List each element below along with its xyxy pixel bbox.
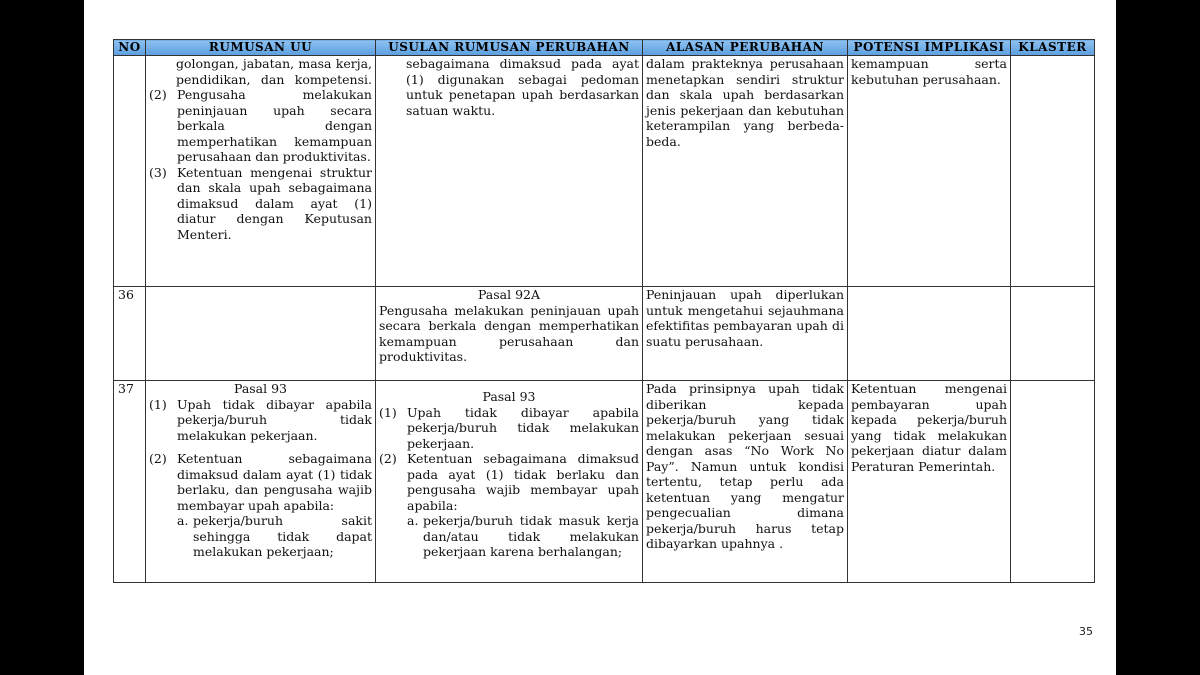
- klaster-cell: [1011, 287, 1095, 381]
- header-klaster: KLASTER: [1011, 40, 1095, 56]
- rumusan-item-1: (1) Upah tidak dibayar apabila pekerja/buruh tidak melakukan pekerjaan.: [149, 396, 372, 443]
- rumusan-item-a: a. pekerja/buruh sakit sehingga tidak dapat melakukan pekerjaan;: [177, 513, 372, 559]
- rumusan-cell: [146, 56, 376, 287]
- alasan-text: Pada prinsipnya upah tidak diberikan kepada pekerja/buruh yang tidak melakukan pekerjaan sesuai dengan asas “No Work No Pay”. Namun untuk kondisi tertentu, tetap perlu ada ketentuan yang mengatur pengecualian dimana pekerja/buruh harus tetap dibayarkan upahnya .: [646, 381, 844, 551]
- potensi-cell: [848, 381, 1011, 583]
- potensi-cell: [848, 56, 1011, 287]
- klaster-cell: [1011, 381, 1095, 583]
- table-row: [114, 287, 1095, 381]
- table-header-row: [114, 40, 1095, 56]
- header-rumusan-uu: RUMUSAN UU: [146, 40, 376, 56]
- potensi-text: kemampuan serta kebutuhan perusahaan.: [851, 56, 1007, 87]
- usulan-item-2: (2) Ketentuan sebagaimana dimaksud pada ayat (1) tidak berlaku dan pengusaha wajib membayar upah apabila:: [379, 451, 639, 513]
- usulan-item-1: (1) Upah tidak dibayar apabila pekerja/buruh tidak melakukan pekerjaan.: [379, 404, 639, 451]
- table-row: [114, 381, 1095, 583]
- usulan-cell: [376, 381, 643, 583]
- header-no: NO: [114, 40, 146, 56]
- rumusan-cell: [146, 287, 376, 381]
- usulan-pasal-title: Pasal 93: [482, 389, 536, 404]
- alasan-text: dalam prakteknya perusahaan menetapkan sendiri struktur dan skala upah berdasarkan jenis pekerjaan dan kebutuhan keterampilan yang berbeda-beda.: [646, 56, 844, 149]
- row-number: [114, 56, 146, 287]
- rumusan-pasal-title: Pasal 93: [233, 381, 288, 396]
- potensi-text: Ketentuan mengenai pembayaran upah kepada pekerja/buruh yang tidak melakukan pekerjaan diatur dalam Peraturan Pemerintah.: [851, 381, 1007, 474]
- alasan-cell: [643, 381, 848, 583]
- law-comparison-table: [113, 39, 1095, 583]
- klaster-cell: [1011, 56, 1095, 287]
- row-number: 36: [114, 287, 146, 381]
- page-number: 35: [1079, 625, 1093, 638]
- usulan-text: Pengusaha melakukan peninjauan upah secara berkala dengan memperhatikan kemampuan perusahaan dan produktivitas.: [379, 302, 639, 364]
- header-alasan-perubahan: ALASAN PERUBAHAN: [643, 40, 848, 56]
- header-usulan-rumusan: USULAN RUMUSAN PERUBAHAN: [376, 40, 643, 56]
- alasan-text: Peninjauan upah diperlukan untuk mengetahui sejauhmana efektifitas pembayaran upah di suatu perusahaan.: [646, 287, 844, 349]
- usulan-text: sebagaimana dimaksud pada ayat (1) digunakan sebagai pedoman untuk penetapan upah berdasarkan satuan waktu.: [406, 56, 639, 118]
- usulan-cell: [376, 56, 643, 287]
- rumusan-cell: [146, 381, 376, 583]
- rumusan-item-2: (2) Ketentuan sebagaimana dimaksud dalam ayat (1) tidak berlaku, dan pengusaha wajib membayar upah apabila:: [149, 451, 372, 513]
- document-page: [84, 0, 1116, 675]
- usulan-item-a: a. pekerja/buruh tidak masuk kerja dan/atau tidak melakukan pekerjaan karena berhalangan;: [407, 513, 639, 559]
- alasan-cell: [643, 56, 848, 287]
- rumusan-continuation: golongan, jabatan, masa kerja, pendidikan, dan kompetensi.: [176, 56, 372, 87]
- header-potensi-implikasi: POTENSI IMPLIKASI: [848, 40, 1011, 56]
- alasan-cell: [643, 287, 848, 381]
- usulan-cell: [376, 287, 643, 381]
- usulan-pasal-title: Pasal 92A: [477, 287, 541, 302]
- potensi-cell: [848, 287, 1011, 381]
- rumusan-item-3: (3) Ketentuan mengenai struktur dan skala upah sebagaimana dimaksud dalam ayat (1) diatur dengan Keputusan Menteri.: [149, 164, 372, 242]
- table-row: [114, 56, 1095, 287]
- row-number: 37: [114, 381, 146, 583]
- rumusan-item-2: (2) Pengusaha melakukan peninjauan upah secara berkala dengan memperhatikan kemampuan perusahaan dan produktivitas.: [149, 87, 372, 164]
